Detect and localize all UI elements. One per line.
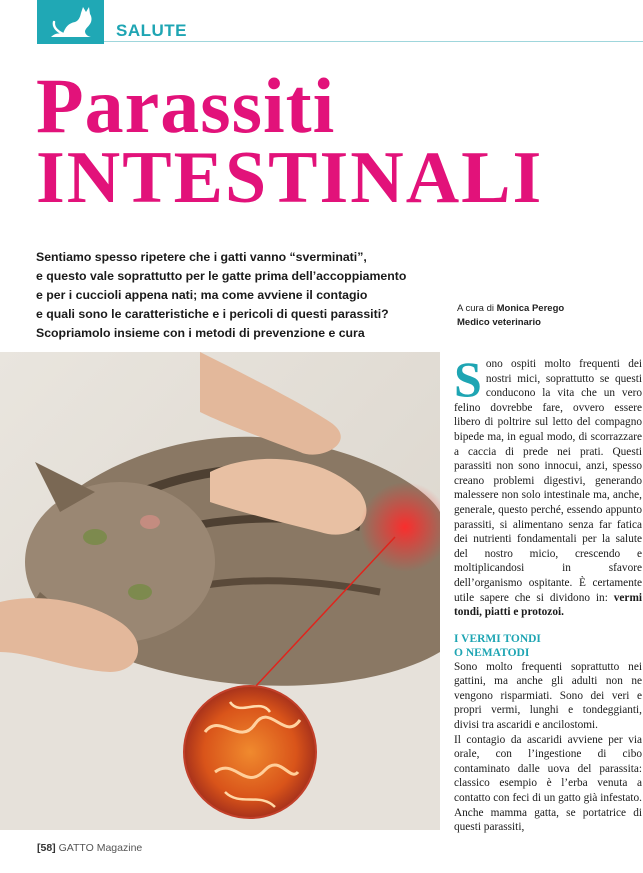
intro-line: e per i cuccioli appena nati; ma come avviene il contagio (36, 288, 368, 302)
article-paragraph: Sono molto frequenti soprattutto nei gattini, ma anche gli adulti non ne vengono risparmiati. Sono dei veri e propri vermi, lunghi e tondeggianti, divisi tra ascaridi e ancilostomi. (454, 660, 642, 732)
page-number: [58] (37, 842, 56, 854)
header-rule (104, 41, 643, 42)
page-header (0, 0, 643, 44)
intro-lead (36, 248, 456, 343)
article-paragraph (454, 351, 642, 620)
section-icon-block (37, 0, 104, 44)
article-body (454, 351, 642, 835)
title-line-1: Parassiti (36, 62, 336, 149)
section-label: SALUTE (116, 21, 187, 40)
subheading-line-1: I VERMI TONDI (454, 632, 541, 645)
magazine-name: GATTO Magazine (58, 842, 143, 854)
subheading-line-2: O NEMATODI (454, 646, 530, 659)
page-footer (37, 842, 142, 854)
cat-icon (45, 3, 97, 41)
credit-author: Monica Perego (496, 303, 565, 314)
author-credit (457, 302, 564, 330)
cat-photo (0, 352, 440, 830)
credit-prefix: A cura di (457, 303, 494, 314)
paragraph-1-text: ono ospiti molto frequenti dei nostri mici, soprattutto se questi conducono la vita che un vero felino dovrebbe fare, ovvero essere libero di poltrire sul letto del compagno bipede ma, in egual modo, di scorrazzare a caccia di prede nei prati. Questi parassiti non sono innocui, anzi, spesso creano problemi digestivi, generando malessere non solo intestinale ma, anche, generale, questo perché, essendo appunto parassiti, si alimentano senza far fatica dei nutrienti fondamentali per la salute del nostro micio, crescendo e moltiplicandosi in sfavore dell’organismo ospitante. È certamente utile sapere che si dividono in: (454, 358, 642, 604)
subheading (454, 632, 642, 660)
credit-role: Medico veterinario (457, 317, 541, 328)
intro-line: e quali sono le caratteristiche e i pericoli di questi parassiti? (36, 307, 389, 321)
drop-cap: S (454, 351, 482, 407)
article-title (36, 62, 544, 219)
article-paragraph: Il contagio da ascaridi avviene per via orale, con l’ingestione di cibo contaminato dalle uova del parassita: classico esempio è l’erba venuta a contatto con feci di un gatto già infestato. Anche mamma gatta, se portatrice di questi parassiti, (454, 733, 642, 834)
intro-line: Sentiamo spesso ripetere che i gatti vanno “sverminati”, (36, 250, 367, 264)
paragraph-1-bold: vermi tondi, piatti e protozoi. (454, 591, 642, 619)
title-line-2: INTESTINALI (36, 137, 544, 219)
intro-line: Scopriamolo insieme con i metodi di prevenzione e cura (36, 326, 365, 340)
intro-line: e questo vale soprattutto per le gatte prima dell’accoppiamento (36, 269, 407, 283)
